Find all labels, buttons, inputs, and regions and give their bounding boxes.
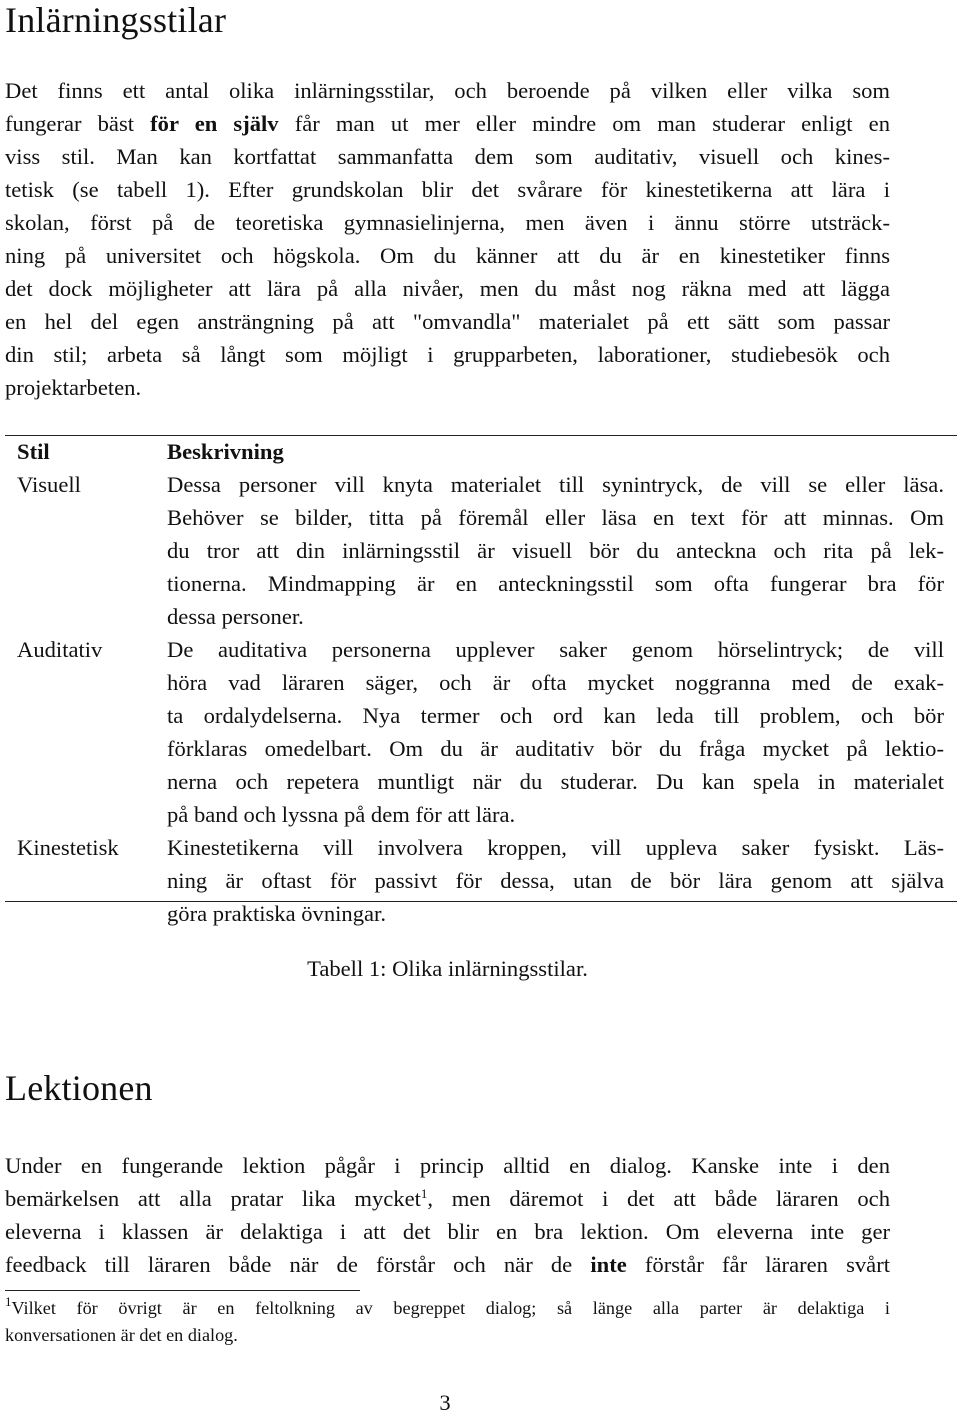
footnote-mark: 1 [5,1294,12,1309]
intro-line: projektarbeten. [5,375,142,400]
table-cell-description-visuell [167,468,944,633]
table-desc-line: ning är oftast för passivt för dessa, utan de bör lära genom att själva [167,868,944,893]
table-top-rule [5,435,957,436]
table-desc-line: ta ordalydelserna. Nya termer och ord kan leda till problem, och bör [167,703,944,728]
table-desc-line: du tror att din inlärningsstil är visuell bör du anteckna och rita på lek- [167,538,944,563]
table-header-style: Stil [17,439,50,464]
section-heading-lektionen: Lektionen [5,1068,153,1108]
page-number: 3 [439,1390,451,1415]
intro-line: din stil; arbeta så långt som möjligt i grupparbeten, laborationer, studiebesök och [5,342,890,367]
table-desc-line: dessa personer. [167,604,304,629]
table-desc-line: Kinestetikerna vill involvera kroppen, vill uppleva saker fysiskt. Läs- [167,835,944,860]
emphasis-bold: inte [590,1252,627,1277]
emphasis-bold: för en själv [150,111,279,136]
table-cell-style-kinestetisk: Kinestetisk [17,835,119,860]
lesson-line: bemärkelsen att alla pratar lika mycket$^1$, men däremot i det att både läraren och [5,1186,891,1211]
table-desc-line: Dessa personer vill knyta materialet till synintryck, de vill se eller läsa. [167,472,944,497]
lesson-paragraph [5,1149,890,1281]
table-cell-description-auditativ [167,633,944,831]
intro-line: en hel del egen ansträngning på att "omvandla" materialet på ett sätt som passar [5,309,890,334]
table-desc-line: höra vad läraren säger, och är ofta mycket noggranna med de exak- [167,670,944,695]
footnote-reference: 1 [420,1186,428,1201]
intro-line: tetisk (se tabell 1). Efter grundskolan blir det svårare för kinestetikerna att lära i [5,177,890,202]
table-desc-line: tionerna. Mindmapping är en anteckningsstil som ofta fungerar bra för [167,571,944,596]
lesson-line: Under en fungerande lektion pågår i princip alltid en dialog. Kanske inte i den [5,1153,890,1178]
intro-paragraph [5,74,890,404]
table-caption: Tabell 1: Olika inlärningsstilar. [307,956,588,981]
table-desc-line: De auditativa personerna upplever saker genom hörselintryck; de vill [167,637,944,662]
learning-styles-table [5,434,957,994]
lesson-line: eleverna i klassen är delaktiga i att det blir en bra lektion. Om eleverna inte ger [5,1219,890,1244]
intro-line: fungerar bäst för en själv får man ut mer eller mindre om man studerar enligt en [5,111,890,136]
intro-line: skolan, först på de teoretiska gymnasielinjerna, men även i ännu större utsträck- [5,210,890,235]
lesson-line: feedback till läraren både när de förstår och när de inte förstår får läraren svårt [5,1252,891,1277]
table-cell-style-auditativ: Auditativ [17,637,103,662]
intro-line: det dock möjligheter att lära på alla nivåer, men du måst nog räkna med att lägga [5,276,890,301]
intro-line: ning på universitet och högskola. Om du känner att du är en kinestetiker finns [5,243,890,268]
table-cell-description-kinestetisk [167,831,944,930]
footnote [5,1295,890,1349]
table-header-description: Beskrivning [167,439,284,464]
table-desc-line: nerna och repetera muntligt när du studerar. Du kan spela in materialet [167,769,944,794]
table-desc-line: förklaras omedelbart. Om du är auditativ bör du fråga mycket på lektio- [167,736,944,761]
table-desc-line: Behöver se bilder, titta på föremål eller läsa en text för att minnas. Om [167,505,944,530]
footnote-line: konversationen är det en dialog. [5,1325,238,1345]
intro-line: viss stil. Man kan kortfattat sammanfatta dem som auditativ, visuell och kines- [5,144,890,169]
table-cell-style-visuell: Visuell [17,472,81,497]
table-desc-line: på band och lyssna på dem för att lära. [167,802,516,827]
section-heading-inlarningsstilar: Inlärningsstilar [5,0,227,40]
footnote-rule [5,1290,360,1291]
intro-line: Det finns ett antal olika inlärningsstilar, och beroende på vilken eller vilka som [5,78,890,103]
table-desc-line: göra praktiska övningar. [167,901,386,926]
footnote-line: $^1$Vilket för övrigt är en feltolkning av begreppet dialog; så länge alla parter är delaktiga i [5,1294,890,1318]
